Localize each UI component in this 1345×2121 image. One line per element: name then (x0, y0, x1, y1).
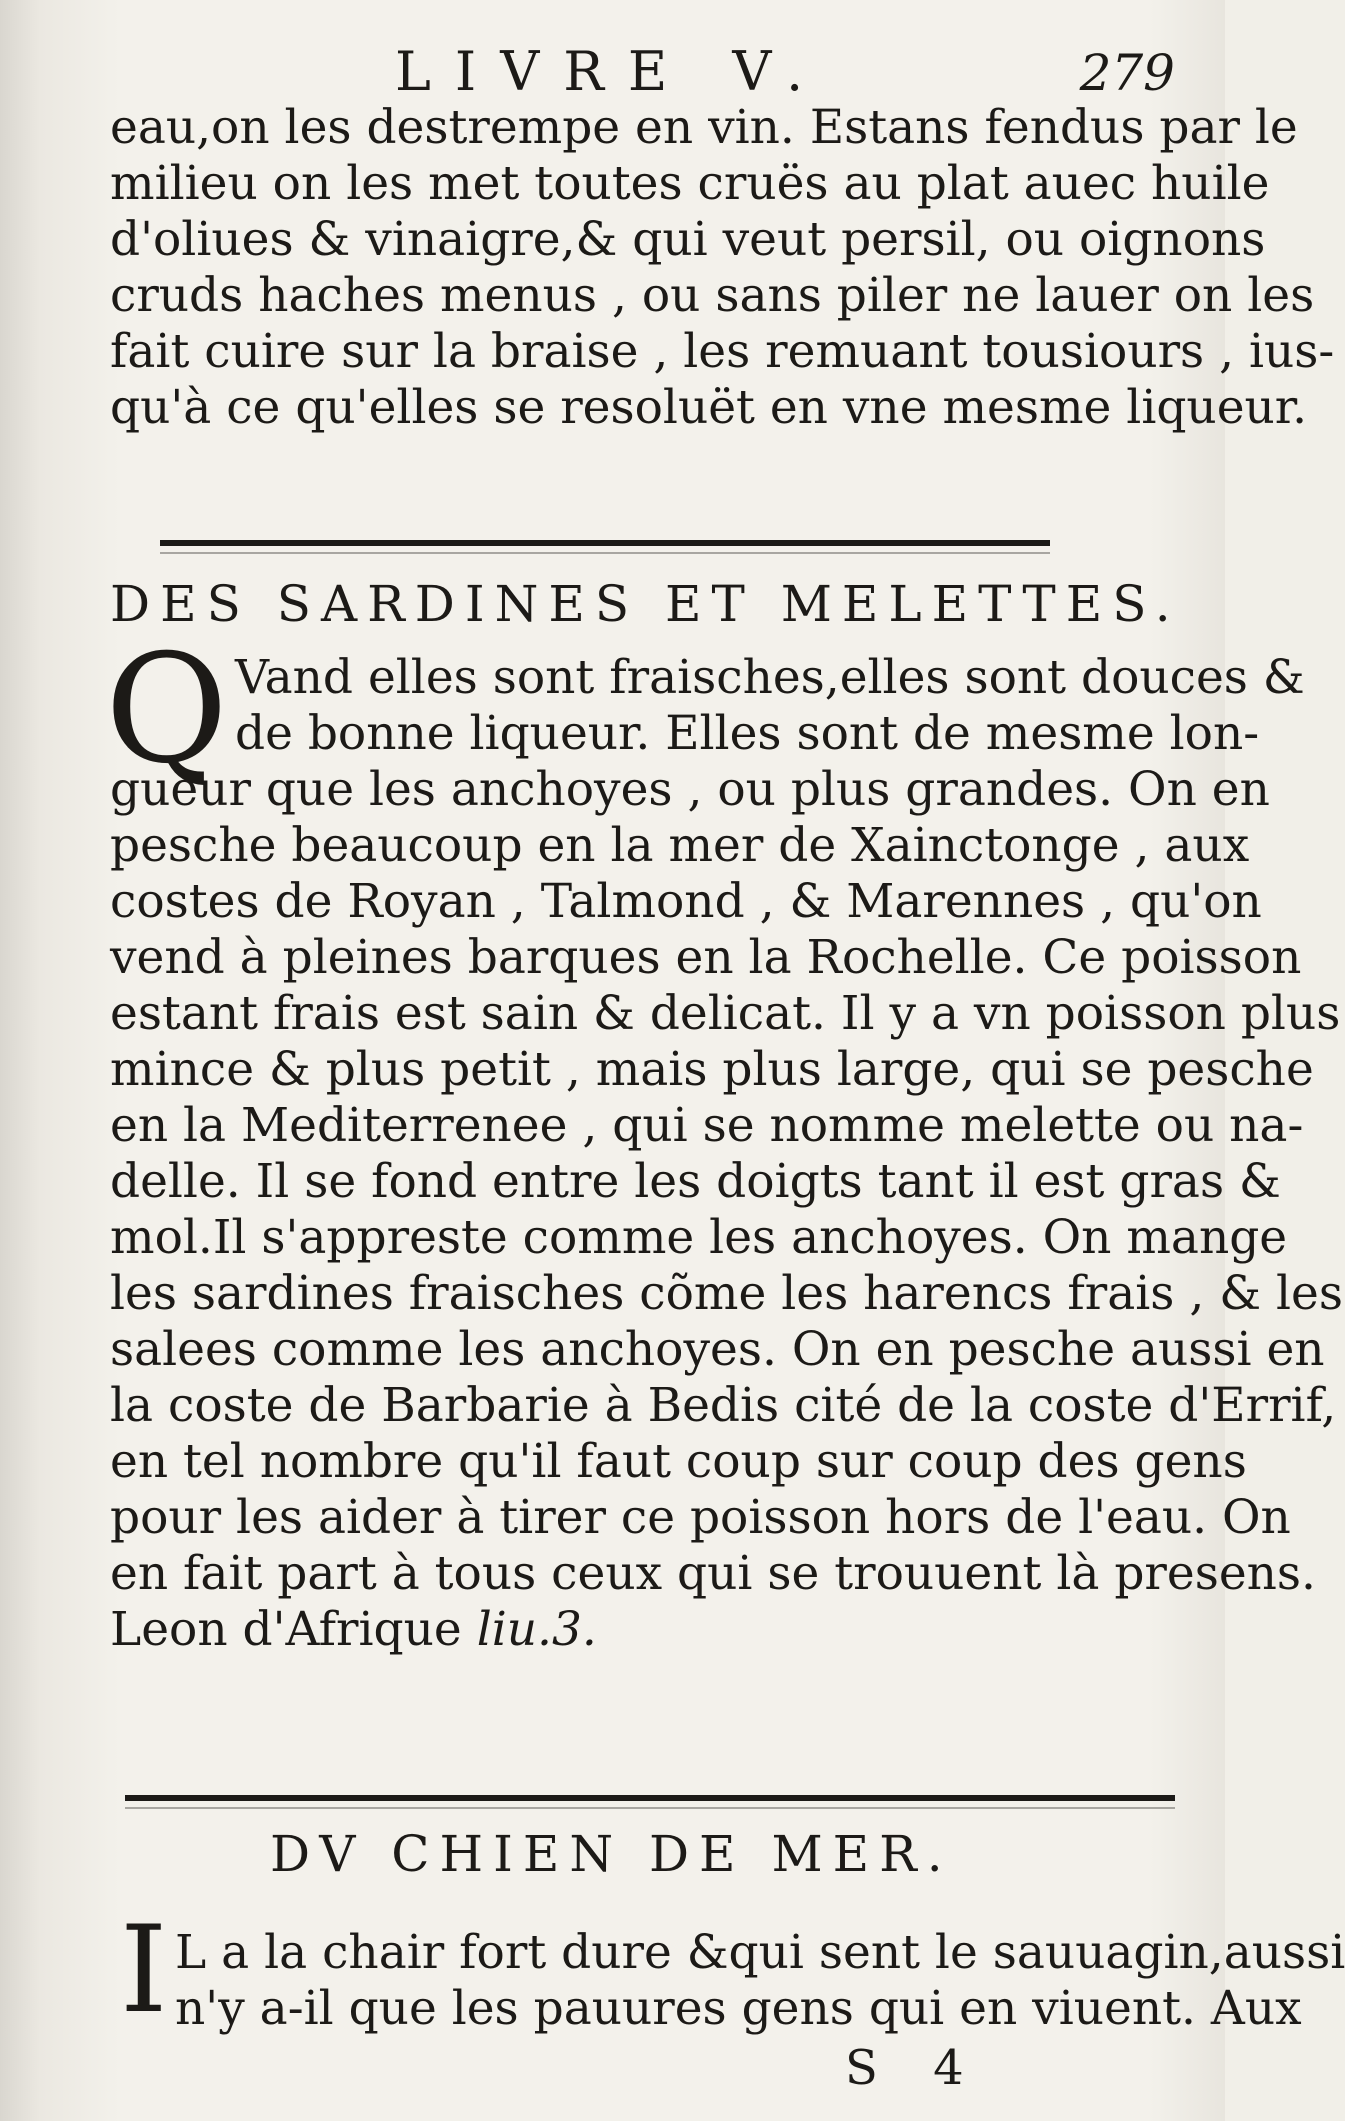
running-title: LIVRE V. (395, 40, 828, 103)
section-divider-thick (160, 540, 1050, 546)
running-head (0, 40, 1225, 103)
text-line: en fait part à tous ceux qui se trouuent là presens. (110, 1546, 1316, 1601)
section-heading-sardines: DES SARDINES ET MELETTES. (110, 575, 1181, 633)
text-line: salees comme les anchoyes. On en pesche aussi en (110, 1322, 1325, 1377)
text-line: gueur que les anchoyes , ou plus grandes. On en (110, 762, 1270, 817)
text-line: en tel nombre qu'il faut coup sur coup des gens (110, 1434, 1247, 1489)
text-line: la coste de Barbarie à Bedis cité de la coste d'Errif, (110, 1378, 1337, 1433)
text-line: costes de Royan , Talmond , & Marennes , qu'on (110, 874, 1262, 929)
text-line: vend à pleines barques en la Rochelle. Ce poisson (110, 930, 1302, 985)
citation-line (110, 1602, 1170, 1658)
text-line: les sardines fraisches cõme les harencs frais , & les (110, 1266, 1343, 1321)
section-divider-thin (160, 552, 1050, 554)
signature-mark: S 4 (845, 2040, 984, 2096)
text-line: L a la chair fort dure &qui sent le sauuagin,aussi (175, 1925, 1345, 1980)
text-line: n'y a-il que les pauures gens qui en viuent. Aux (175, 1981, 1302, 2036)
top-paragraph (110, 100, 1335, 436)
text-line: d'oliues & vinaigre,& qui veut persil, ou oignons (110, 212, 1266, 267)
citation-reference: liu.3. (476, 1602, 597, 1657)
text-line: cruds haches menus , ou sans piler ne lauer on les (110, 268, 1315, 323)
text-line: estant frais est sain & delicat. Il y a vn poisson plus (110, 986, 1341, 1041)
text-line: eau,on les destrempe en vin. Estans fendus par le (110, 100, 1298, 155)
sardines-paragraph (110, 650, 1343, 1658)
text-line: pesche beaucoup en la mer de Xainctonge , aux (110, 818, 1250, 873)
text-line: mol.Il s'appreste comme les anchoyes. On mange (110, 1210, 1288, 1265)
citation-author: Leon d'Afrique (110, 1602, 462, 1657)
section-divider-thin (125, 1807, 1175, 1809)
section-divider-thick (125, 1795, 1175, 1801)
text-line: Vand elles sont fraisches,elles sont douces & (235, 650, 1305, 705)
text-line: qu'à ce qu'elles se resoluët en vne mesme liqueur. (110, 380, 1308, 435)
text-line: delle. Il se fond entre les doigts tant il est gras & (110, 1154, 1281, 1209)
text-line: de bonne liqueur. Elles sont de mesme lon- (235, 706, 1260, 761)
text-line: en la Mediterrenee , qui se nomme melette ou na- (110, 1098, 1304, 1153)
section-heading-chien-de-mer: DV CHIEN DE MER. (270, 1825, 953, 1883)
text-line: fait cuire sur la braise , les remuant tousiours , ius- (110, 324, 1335, 379)
text-line: milieu on les met toutes cruës au plat auec huile (110, 156, 1270, 211)
text-line: pour les aider à tirer ce poisson hors de l'eau. On (110, 1490, 1291, 1545)
drop-cap-q: Q (105, 623, 228, 797)
page-number: 279 (1079, 44, 1175, 102)
text-line: mince & plus petit , mais plus large, qui se pesche (110, 1042, 1314, 1097)
chien-de-mer-paragraph (110, 1925, 1345, 2037)
drop-cap-i: I (120, 1901, 168, 2040)
